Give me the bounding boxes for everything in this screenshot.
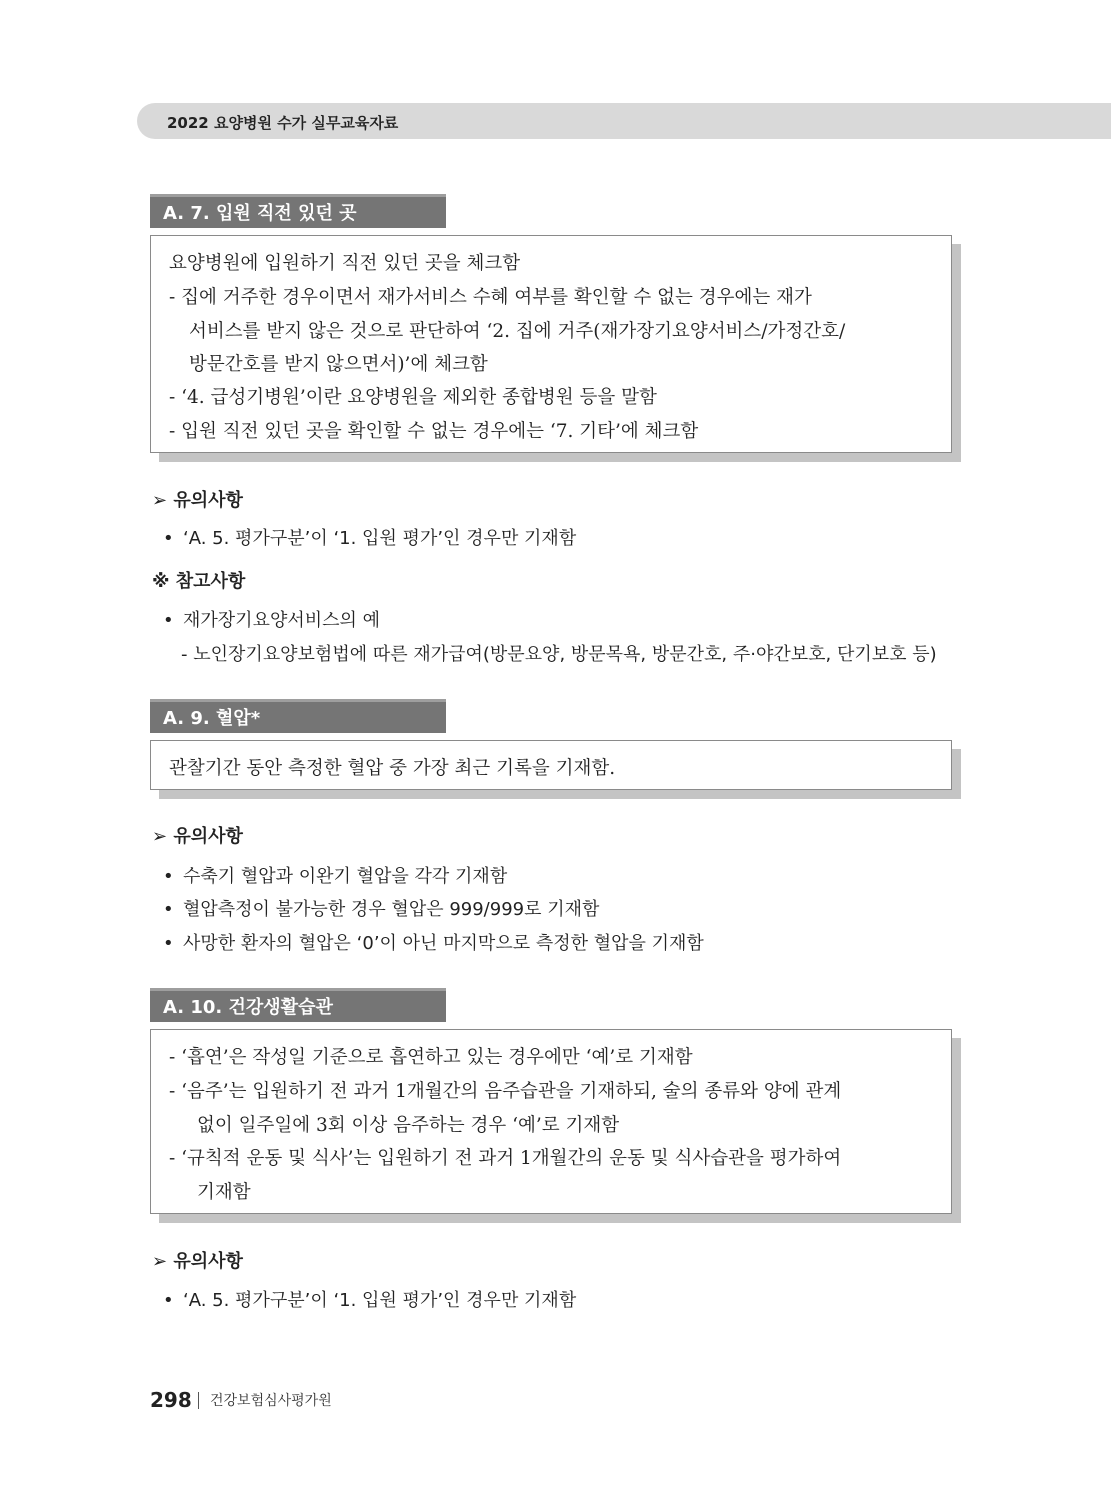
bullet-icon: • (163, 866, 174, 887)
bullet-icon: • (163, 528, 174, 549)
note-item: • 사망한 환자의 혈압은 ‘0’이 아닌 마지막으로 측정한 혈압을 기재함 (163, 933, 704, 954)
section-box-a7 (150, 235, 952, 453)
reference-heading: ※ 참고사항 (152, 571, 246, 592)
box-line: - 입원 직전 있던 곳을 확인할 수 없는 경우에는 ‘7. 기타’에 체크함 (169, 421, 699, 442)
box-line: - ‘규칙적 운동 및 식사’는 입원하기 전 과거 1개월간의 운동 및 식사습관을 평가하여 (169, 1148, 842, 1169)
header-bar (137, 103, 1111, 139)
box-line: 서비스를 받지 않은 것으로 판단하여 ‘2. 집에 거주(재가장기요양서비스/가정간호/ (189, 321, 846, 342)
box-line: - ‘흡연’은 작성일 기준으로 흡연하고 있는 경우에만 ‘예’로 기재함 (169, 1047, 693, 1068)
bullet-icon: • (163, 933, 174, 954)
notes-heading: ➢ 유의사항 (152, 490, 243, 511)
section-title-a10: A. 10. 건강생활습관 (150, 988, 446, 1022)
reference-item: • 재가장기요양서비스의 예 (163, 610, 380, 631)
reference-detail: - 노인장기요양보험법에 따른 재가급여(방문요양, 방문목욕, 방문간호, 주·야간보호, 단기보호 등) (181, 644, 937, 665)
box-line: 없이 일주일에 3회 이상 음주하는 경우 ‘예’로 기재함 (197, 1115, 620, 1136)
document-title: 2022 요양병원 수가 실무교육자료 (167, 114, 399, 132)
section-box-a9 (150, 740, 952, 790)
footer-organization: 건강보험심사평가원 (210, 1393, 332, 1409)
footer-divider (198, 1392, 199, 1409)
note-item: • 혈압측정이 불가능한 경우 혈압은 999/999로 기재함 (163, 899, 600, 920)
section-box-a10 (150, 1029, 952, 1214)
box-line: 방문간호를 받지 않으면서)’에 체크함 (189, 354, 488, 375)
box-line: 관찰기간 동안 측정한 혈압 중 가장 최근 기록을 기재함. (169, 758, 616, 779)
note-item: • ‘A. 5. 평가구분’이 ‘1. 입원 평가’인 경우만 기재함 (163, 528, 577, 549)
notes-heading: ➢ 유의사항 (152, 1251, 243, 1272)
notes-heading: ➢ 유의사항 (152, 826, 243, 847)
bullet-icon: • (163, 899, 174, 920)
note-item: • 수축기 혈압과 이완기 혈압을 각각 기재함 (163, 866, 508, 887)
box-line: - ‘4. 급성기병원’이란 요양병원을 제외한 종합병원 등을 말함 (169, 387, 657, 408)
box-line: - 집에 거주한 경우이면서 재가서비스 수혜 여부를 확인할 수 없는 경우에는 재가 (169, 287, 812, 308)
section-title-a9: A. 9. 혈압* (150, 699, 446, 733)
bullet-icon: • (163, 610, 174, 631)
page-number: 298 (150, 1388, 192, 1412)
box-line: - ‘음주’는 입원하기 전 과거 1개월간의 음주습관을 기재하되, 술의 종류와 양에 관계 (169, 1081, 842, 1102)
box-line: 기재함 (197, 1182, 251, 1203)
note-item: • ‘A. 5. 평가구분’이 ‘1. 입원 평가’인 경우만 기재함 (163, 1290, 577, 1311)
bullet-icon: • (163, 1290, 174, 1311)
section-title-a7: A. 7. 입원 직전 있던 곳 (150, 194, 446, 228)
box-line: 요양병원에 입원하기 직전 있던 곳을 체크함 (169, 253, 521, 274)
